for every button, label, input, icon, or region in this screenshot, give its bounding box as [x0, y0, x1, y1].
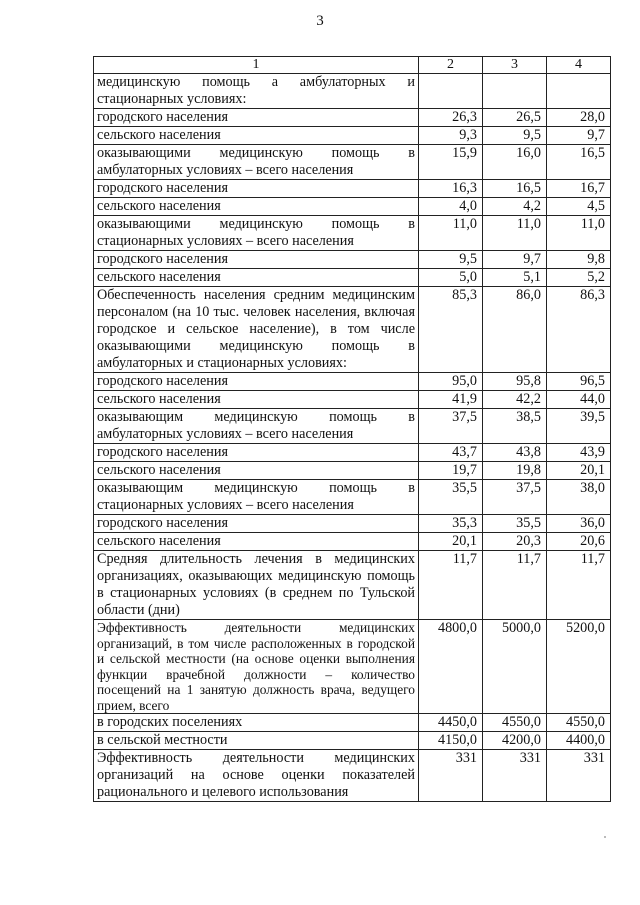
- value-col-3: 4550,0: [483, 714, 547, 732]
- value-col-3: 5,1: [483, 269, 547, 287]
- table-row: [94, 145, 611, 180]
- row-label: оказывающим медицинскую помощь в амбулаторных условиях – всего населения: [94, 409, 419, 444]
- value-col-4: 20,6: [547, 533, 611, 551]
- value-col-4: 20,1: [547, 462, 611, 480]
- value-col-4: 16,5: [547, 145, 611, 180]
- table-row: [94, 462, 611, 480]
- column-header-4: 4: [547, 57, 611, 74]
- row-label: сельского населения: [94, 198, 419, 216]
- value-col-2: 35,3: [419, 515, 483, 533]
- table-row: [94, 551, 611, 620]
- column-header-2: 2: [419, 57, 483, 74]
- value-col-4: 38,0: [547, 480, 611, 515]
- value-col-2: 331: [419, 750, 483, 802]
- value-col-2: 5,0: [419, 269, 483, 287]
- row-label: Средняя длительность лечения в медицинских организациях, оказывающих медицинскую помощь в стационарных условиях (в среднем по Тульской области (дни): [94, 551, 419, 620]
- table-row: [94, 269, 611, 287]
- row-label: Эффективность деятельности медицинских организаций, в том числе расположенных в городской и сельской местности (на основе оценки выполнения функции врачебной должности – количество посещений на 1 занятую должность врача, ведущего прием, всего: [94, 620, 419, 714]
- value-col-4: 39,5: [547, 409, 611, 444]
- table-row: [94, 391, 611, 409]
- table-row: [94, 409, 611, 444]
- value-col-3: 19,8: [483, 462, 547, 480]
- value-col-4: 11,0: [547, 216, 611, 251]
- value-col-3: 5000,0: [483, 620, 547, 714]
- column-header-1: 1: [94, 57, 419, 74]
- row-label: оказывающим медицинскую помощь в стационарных условиях – всего населения: [94, 480, 419, 515]
- table-row: [94, 620, 611, 714]
- value-col-2: 26,3: [419, 109, 483, 127]
- value-col-3: 9,7: [483, 251, 547, 269]
- value-col-2: 95,0: [419, 373, 483, 391]
- value-col-3: [483, 74, 547, 109]
- value-col-3: 11,0: [483, 216, 547, 251]
- value-col-2: 41,9: [419, 391, 483, 409]
- value-col-4: 5200,0: [547, 620, 611, 714]
- table-row: [94, 444, 611, 462]
- value-col-3: 20,3: [483, 533, 547, 551]
- value-col-4: 9,8: [547, 251, 611, 269]
- value-col-2: 35,5: [419, 480, 483, 515]
- row-label: сельского населения: [94, 127, 419, 145]
- row-label: сельского населения: [94, 533, 419, 551]
- value-col-2: 43,7: [419, 444, 483, 462]
- value-col-4: 4550,0: [547, 714, 611, 732]
- row-label: в городских поселениях: [94, 714, 419, 732]
- page-number: 3: [316, 13, 324, 29]
- indicators-table: [93, 56, 611, 802]
- value-col-4: 28,0: [547, 109, 611, 127]
- row-label: городского населения: [94, 515, 419, 533]
- value-col-4: 44,0: [547, 391, 611, 409]
- table-row: [94, 251, 611, 269]
- row-label: в сельской местности: [94, 732, 419, 750]
- value-col-2: 16,3: [419, 180, 483, 198]
- row-label: оказывающими медицинскую помощь в стационарных условиях – всего населения: [94, 216, 419, 251]
- value-col-3: 11,7: [483, 551, 547, 620]
- value-col-3: 35,5: [483, 515, 547, 533]
- value-col-4: 11,7: [547, 551, 611, 620]
- table-row: [94, 198, 611, 216]
- value-col-4: 16,7: [547, 180, 611, 198]
- table-row: [94, 750, 611, 802]
- row-label: медицинскую помощь а амбулаторных и стационарных условиях:: [94, 74, 419, 109]
- row-label: городского населения: [94, 373, 419, 391]
- table-row: [94, 732, 611, 750]
- table-row: [94, 515, 611, 533]
- value-col-3: 42,2: [483, 391, 547, 409]
- table-row: [94, 533, 611, 551]
- row-label: городского населения: [94, 444, 419, 462]
- value-col-2: 9,5: [419, 251, 483, 269]
- value-col-3: 4,2: [483, 198, 547, 216]
- value-col-2: 15,9: [419, 145, 483, 180]
- table-row: [94, 109, 611, 127]
- value-col-2: 85,3: [419, 287, 483, 373]
- row-label: городского населения: [94, 251, 419, 269]
- value-col-3: 86,0: [483, 287, 547, 373]
- scan-speck: [604, 836, 606, 838]
- row-label: Обеспеченность населения средним медицинским персоналом (на 10 тыс. человек населения, включая городское и сельское население), в том числе оказывающими медицинскую помощь в амбулаторных и стационарных условиях:: [94, 287, 419, 373]
- value-col-3: 26,5: [483, 109, 547, 127]
- row-label: Эффективность деятельности медицинских организаций на основе оценки показателей рационального и целевого использования: [94, 750, 419, 802]
- value-col-3: 95,8: [483, 373, 547, 391]
- table-row: [94, 127, 611, 145]
- value-col-4: 43,9: [547, 444, 611, 462]
- table-row: [94, 480, 611, 515]
- value-col-2: 9,3: [419, 127, 483, 145]
- value-col-3: 43,8: [483, 444, 547, 462]
- row-label: сельского населения: [94, 269, 419, 287]
- value-col-4: [547, 74, 611, 109]
- table-row: [94, 373, 611, 391]
- table-row: [94, 74, 611, 109]
- value-col-3: 9,5: [483, 127, 547, 145]
- value-col-2: 4800,0: [419, 620, 483, 714]
- row-label: оказывающими медицинскую помощь в амбулаторных условиях – всего населения: [94, 145, 419, 180]
- value-col-3: 38,5: [483, 409, 547, 444]
- row-label: городского населения: [94, 109, 419, 127]
- value-col-2: 20,1: [419, 533, 483, 551]
- value-col-3: 16,0: [483, 145, 547, 180]
- value-col-4: 36,0: [547, 515, 611, 533]
- value-col-4: 96,5: [547, 373, 611, 391]
- value-col-2: [419, 74, 483, 109]
- value-col-3: 37,5: [483, 480, 547, 515]
- value-col-2: 11,7: [419, 551, 483, 620]
- value-col-4: 4,5: [547, 198, 611, 216]
- value-col-3: 16,5: [483, 180, 547, 198]
- value-col-2: 4450,0: [419, 714, 483, 732]
- row-label: сельского населения: [94, 462, 419, 480]
- value-col-2: 11,0: [419, 216, 483, 251]
- value-col-2: 4150,0: [419, 732, 483, 750]
- value-col-4: 4400,0: [547, 732, 611, 750]
- value-col-4: 331: [547, 750, 611, 802]
- value-col-2: 37,5: [419, 409, 483, 444]
- table-row: [94, 180, 611, 198]
- value-col-2: 4,0: [419, 198, 483, 216]
- value-col-2: 19,7: [419, 462, 483, 480]
- value-col-4: 9,7: [547, 127, 611, 145]
- row-label: сельского населения: [94, 391, 419, 409]
- row-label: городского населения: [94, 180, 419, 198]
- table-row: [94, 714, 611, 732]
- table-row: [94, 216, 611, 251]
- header-row: [94, 57, 611, 74]
- table-row: [94, 287, 611, 373]
- value-col-4: 86,3: [547, 287, 611, 373]
- column-header-3: 3: [483, 57, 547, 74]
- value-col-3: 4200,0: [483, 732, 547, 750]
- value-col-3: 331: [483, 750, 547, 802]
- value-col-4: 5,2: [547, 269, 611, 287]
